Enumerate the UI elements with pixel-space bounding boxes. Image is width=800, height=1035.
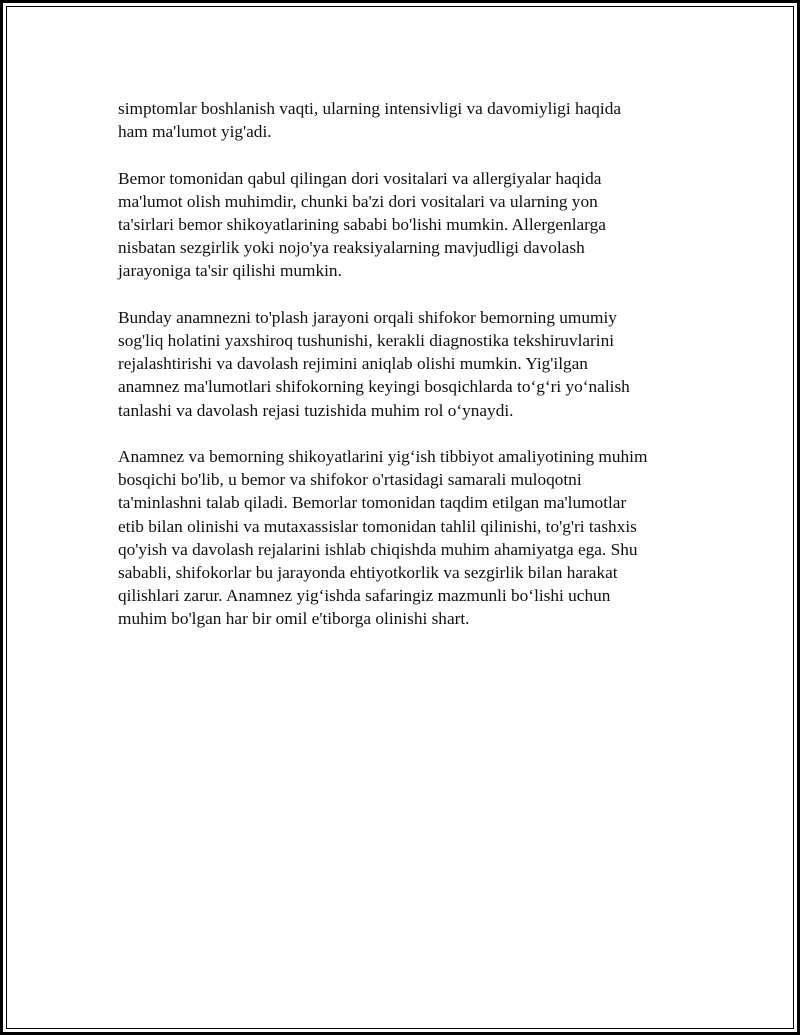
- paragraph-4: [118, 445, 693, 631]
- text-line: jarayoniga ta'sir qilishi mumkin.: [118, 261, 342, 281]
- text-line: ham ma'lumot yig'adi.: [118, 122, 272, 142]
- paragraph-2: [118, 167, 693, 283]
- text-line: sababli, shifokorlar bu jarayonda ehtiyotkorlik va sezgirlik bilan harakat: [118, 563, 618, 583]
- text-line: tanlashi va davolash rejasi tuzishida muhim rol o‘ynaydi.: [118, 400, 514, 420]
- text-line: qilishlari zarur. Anamnez yig‘ishda safaringiz mazmunli bo‘lishi uchun: [118, 586, 611, 606]
- text-line: Bemor tomonidan qabul qilingan dori vositalari va allergiyalar haqida: [118, 168, 602, 188]
- text-line: qo'yish va davolash rejalarini ishlab chiqishda muhim ahamiyatga ega. Shu: [118, 539, 638, 559]
- text-line: Bunday anamnezni to'plash jarayoni orqali shifokor bemorning umumiy: [118, 307, 617, 327]
- text-line: ta'minlashni talab qiladi. Bemorlar tomonidan taqdim etilgan ma'lumotlar: [118, 493, 627, 513]
- text-line: ta'sirlari bemor shikoyatlarining sababi bo'lishi mumkin. Allergenlarga: [118, 215, 606, 234]
- text-line: bosqichi bo'lib, u bemor va shifokor o'rtasidagi samarali muloqotni: [118, 470, 582, 490]
- text-line: sog'liq holatini yaxshiroq tushunishi, kerakli diagnostika tekshiruvlarini: [118, 331, 615, 350]
- text-line: muhim bo'lgan har bir omil e'tiborga olinishi shart.: [118, 609, 470, 629]
- text-line: nisbatan sezgirlik yoki nojo'ya reaksiyalarning mavjudligi davolash: [118, 238, 585, 258]
- text-line: rejalashtirishi va davolash rejimini aniqlab olishi mumkin. Yig'ilgan: [118, 354, 588, 374]
- text-line: ma'lumot olish muhimdir, chunki ba'zi dori vositalari va ularning yon: [118, 191, 598, 211]
- text-line: simptomlar boshlanish vaqti, ularning intensivligi va davomiyligi haqida: [118, 99, 622, 118]
- text-line: Anamnez va bemorning shikoyatlarini yig‘ish tibbiyot amaliyotining muhim: [118, 447, 648, 466]
- paragraph-1: [118, 97, 693, 143]
- document-body: [118, 97, 693, 654]
- text-line: etib bilan olinishi va mutaxassislar tomonidan tahlil qilinishi, to'g'ri tashxis: [118, 516, 637, 536]
- text-line: anamnez ma'lumotlari shifokorning keyingi bosqichlarda to‘g‘ri yo‘nalish: [118, 377, 630, 397]
- paragraph-3: [118, 306, 693, 422]
